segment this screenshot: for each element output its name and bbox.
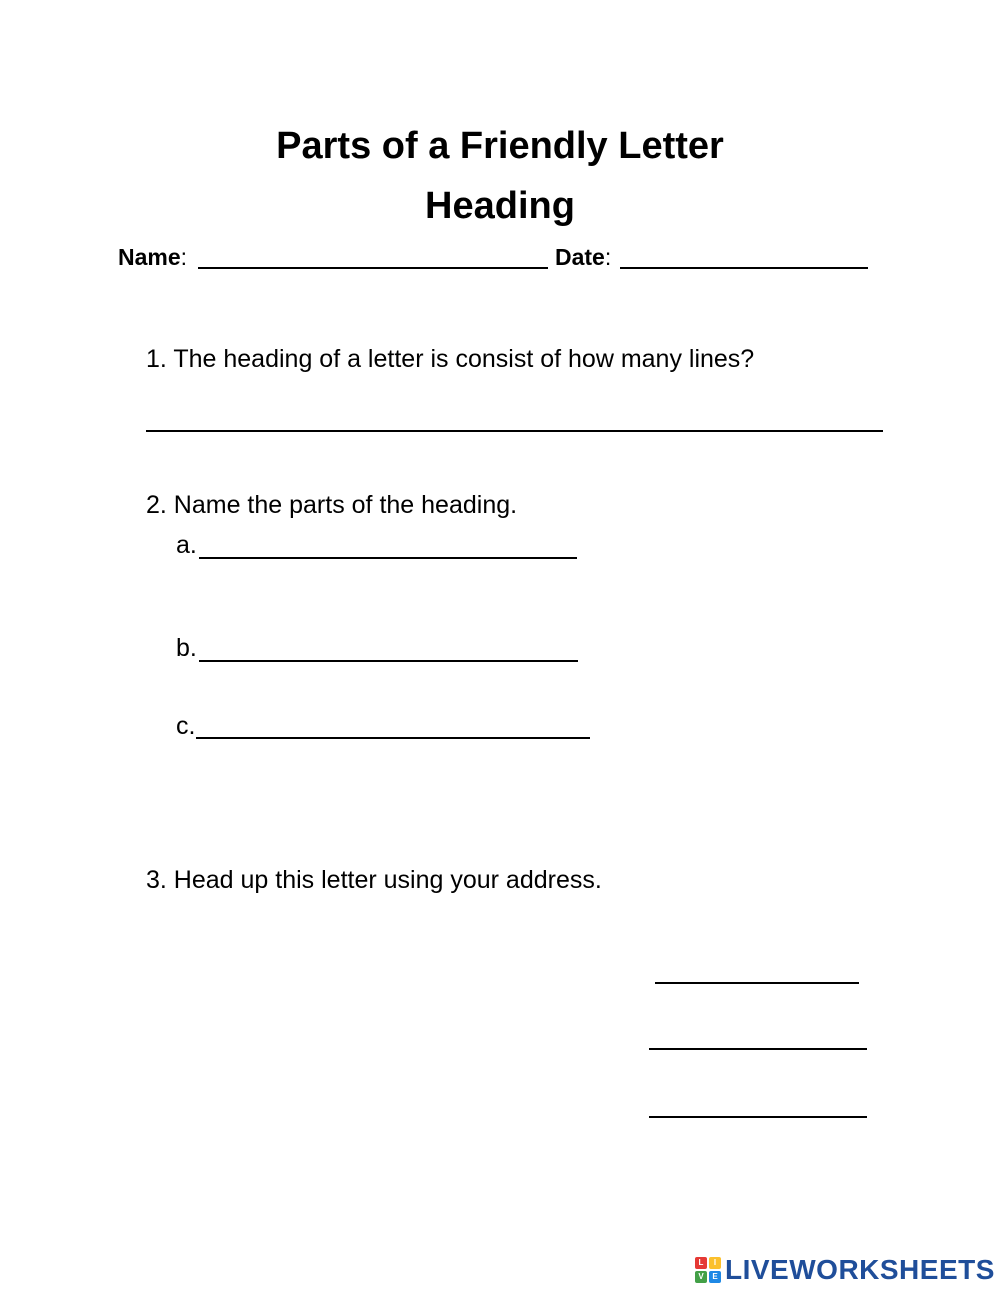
answer-label-c: c.: [176, 712, 196, 740]
answer-line-a[interactable]: [199, 557, 577, 559]
answer-label-b: b.: [176, 634, 197, 662]
date-label: Date:: [555, 244, 612, 270]
question-1: 1. The heading of a letter is consist of how many lines?: [146, 345, 755, 373]
address-line-1[interactable]: [655, 982, 859, 984]
liveworksheets-logo: [695, 1255, 995, 1285]
address-line-3[interactable]: [649, 1116, 867, 1118]
logo-mark-icon: [695, 1257, 721, 1283]
worksheet-title: Parts of a Friendly Letter: [276, 125, 724, 167]
logo-mark-e: E: [709, 1271, 721, 1283]
date-field[interactable]: [620, 267, 868, 269]
answer-line-1[interactable]: [146, 430, 883, 432]
worksheet-subtitle: Heading: [425, 185, 575, 227]
logo-mark-i: I: [709, 1257, 721, 1269]
name-field[interactable]: [198, 267, 548, 269]
answer-line-c[interactable]: [196, 737, 590, 739]
logo-mark-v: V: [695, 1271, 707, 1283]
question-3: 3. Head up this letter using your address.: [146, 866, 602, 894]
answer-line-b[interactable]: [199, 660, 578, 662]
question-2: 2. Name the parts of the heading.: [146, 491, 518, 519]
answer-label-a: a.: [176, 531, 197, 559]
address-line-2[interactable]: [649, 1048, 867, 1050]
name-label: Name:: [118, 244, 188, 270]
logo-text: LIVEWORKSHEETS: [725, 1254, 995, 1285]
logo-mark-l: L: [695, 1257, 707, 1269]
